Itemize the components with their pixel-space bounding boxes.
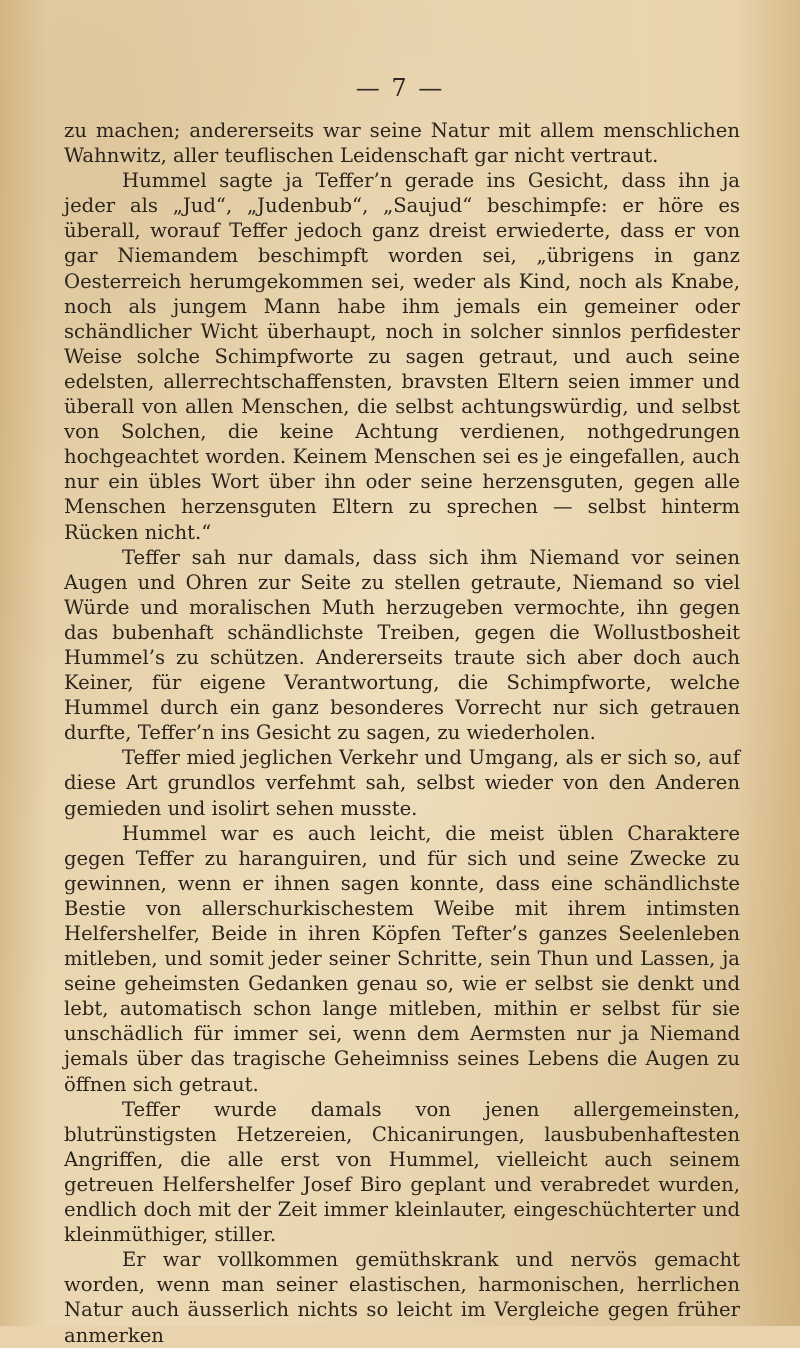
paragraph: zu machen; andererseits war seine Natur mit allem menschlichen Wahnwitz, aller teuflischen Leidenschaft gar nicht vertraut. bbox=[64, 119, 740, 168]
paragraph: Hummel sagte ja Teffer’n gerade ins Gesicht, dass ihn ja jeder als „Jud“, „Judenbub“, „Saujud“ beschimpfe: er höre es überall, worauf Teffer jedoch ganz dreist erwiederte, dass er von gar Niemandem beschimpft worden sei, „übrigens in ganz Oesterreich herumgekommen sei, weder als Kind, noch als Knabe, noch als jungem Mann habe ihm jemals ein gemeiner oder schändlicher Wicht überhaupt, noch in solcher sinnlos perfidester Weise solche Schimpfworte zu sagen getraut, und auch seine edelsten, allerrechtschaffensten, bravsten Eltern seien immer und überall von allen Menschen, die selbst achtungswürdig, und selbst von Solchen, die keine Achtung verdienen, nothgedrungen hochgeachtet worden. Keinem Menschen sei es je eingefallen, auch nur ein übles Wort über ihn oder seine herzensguten, gegen alle Menschen herzensguten Eltern zu sprechen — selbst hinterm Rücken nicht.“ bbox=[64, 169, 740, 544]
paragraph: Teffer wurde damals von jenen allergemeinsten, blutrünstigsten Hetzereien, Chicanirungen, lausbubenhaftesten Angriffen, die alle erst von Hummel, vielleicht auch seinem getreuen Helfershelfer Josef Biro geplant und verabredet wurden, endlich doch mit der Zeit immer kleinlauter, eingeschüchterter und kleinmüthiger, stiller. bbox=[64, 1097, 740, 1247]
paragraph: Teffer mied jeglichen Verkehr und Umgang, als er sich so, auf diese Art grundlos verfehmt sah, selbst wieder von den Anderen gemieden und isolirt sehen musste. bbox=[64, 746, 740, 820]
paragraph: Er war vollkommen gemüthskrank und nervös gemacht worden, wenn man seiner elastischen, harmonischen, herrlichen Natur auch äusserlich nichts so leicht im Vergleiche gegen früher anmerken bbox=[64, 1248, 740, 1347]
body-text bbox=[64, 118, 740, 1348]
paragraph: Teffer sah nur damals, dass sich ihm Niemand vor seinen Augen und Ohren zur Seite zu stellen getraute, Niemand so viel Würde und moralischen Muth herzugeben vermochte, ihn gegen das bubenhaft schändlichste Treiben, gegen die Wollustbosheit Hummel’s zu schützen. Andererseits traute sich aber doch auch Keiner, für eigene Verantwortung, die Schimpfworte, welche Hummel durch ein ganz besonderes Vorrecht nur sich getrauen durfte, Teffer’n ins Gesicht zu sagen, zu wiederholen. bbox=[64, 545, 740, 745]
page-number: — 7 — bbox=[355, 74, 445, 102]
paragraph: Hummel war es auch leicht, die meist üblen Charaktere gegen Teffer zu haranguiren, und für sich und seine Zwecke zu gewinnen, wenn er ihnen sagen konnte, dass eine schändlichste Bestie von allerschurkischestem Weibe mit ihrem intimsten Helfershelfer, Beide in ihren Köpfen Tefter’s ganzes Seelenleben mitleben, und somit jeder seiner Schritte, sein Thun und Lassen, ja seine geheimsten Gedanken genau so, wie er selbst sie denkt und lebt, automatisch schon lange mitleben, mithin er selbst für sie unschädlich für immer sei, wenn dem Aermsten nur ja Niemand jemals über das tragische Geheimniss seines Lebens die Augen zu öffnen sich getraut. bbox=[64, 821, 740, 1096]
